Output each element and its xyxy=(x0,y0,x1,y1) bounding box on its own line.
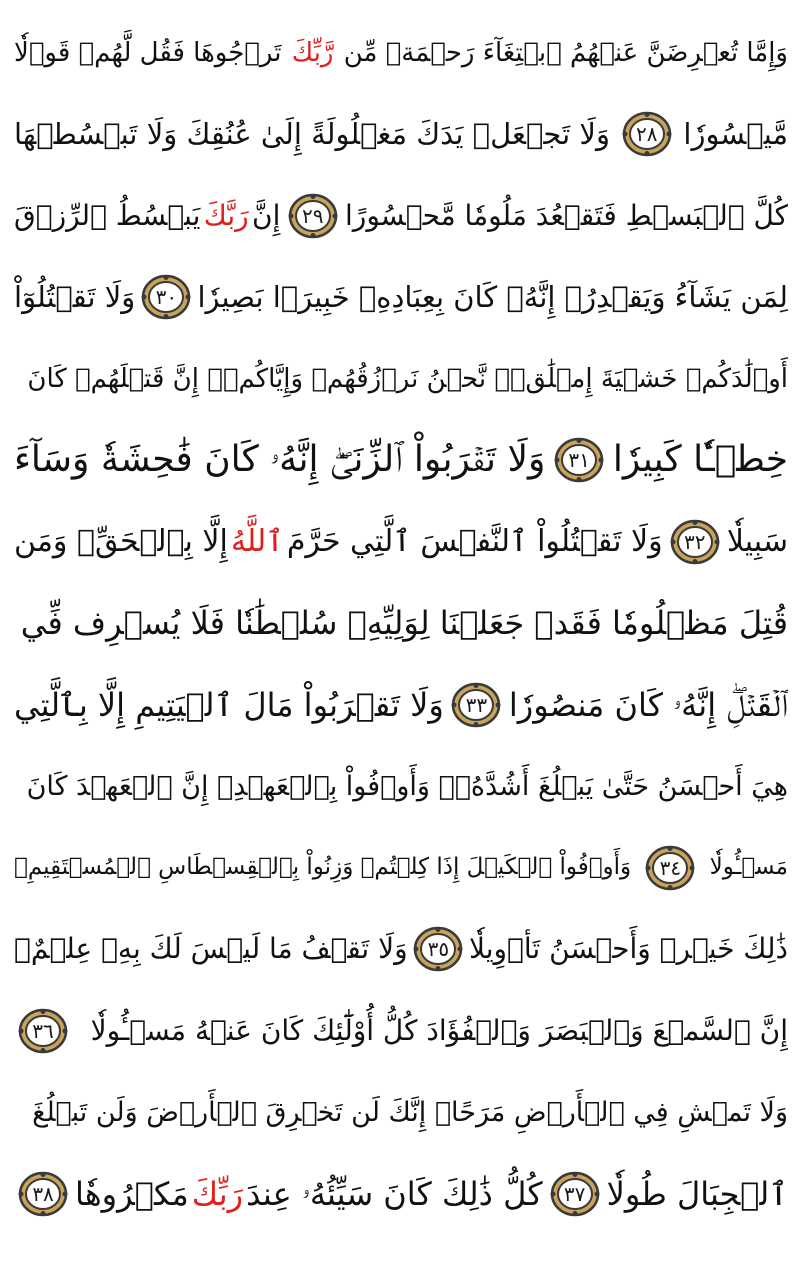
verse-text: مَكۡرُوهٗا xyxy=(75,1174,189,1213)
verse-text: وَأَوۡفُواْ ٱلۡكَيۡلَ إِذَا كِلۡتُمۡ وَزِنُواْ بِٱلۡقِسۡطَاسِ ٱلۡمُسۡتَقِيمِۚ xyxy=(14,854,632,881)
verse-text: ذَٰلِكَ خَيۡرٞ وَأَحۡسَنُ تَأۡوِيلٗا xyxy=(469,932,788,966)
verse-text: وَلَا تَقۡتُلُوٓاْ xyxy=(14,279,136,314)
verse-end-marker-icon xyxy=(18,1171,68,1217)
text-line xyxy=(14,746,788,828)
verse-number: ٣٥ xyxy=(427,937,450,962)
verse-number: ٢٨ xyxy=(635,122,658,147)
verse-end-marker-icon xyxy=(554,437,604,483)
divine-name-text: رَّبِّكَ xyxy=(291,37,334,68)
verse-end-marker-icon xyxy=(288,193,338,239)
verse-number: ٣٤ xyxy=(659,855,682,880)
verse-text: وَلَا تَقۡرَبُواْ مَالَ ٱلۡيَتِيمِ إِلَّا بِٱلَّتِي xyxy=(14,685,444,724)
text-line xyxy=(14,1153,788,1235)
text-line xyxy=(14,94,788,176)
text-line xyxy=(14,420,788,502)
verse-text: إِنَّ ٱلسَّمۡعَ وَٱلۡبَصَرَ وَٱلۡفُؤَادَ كُلُّ أُوْلَٰٓئِكَ كَانَ عَنۡهُ مَسۡـُٔولٗا xyxy=(90,1013,788,1047)
verse-text: وَإِمَّا تُعۡرِضَنَّ عَنۡهُمُ ٱبۡتِغَآءَ رَحۡمَةٖ مِّن xyxy=(343,37,788,68)
verse-end-marker-icon xyxy=(550,1171,600,1217)
verse-number: ٣٠ xyxy=(155,285,178,310)
text-line xyxy=(14,501,788,583)
text-line xyxy=(14,12,788,94)
verse-end-marker-icon xyxy=(141,274,191,320)
text-line xyxy=(14,909,788,991)
verse-number: ٢٩ xyxy=(301,203,324,228)
verse-text: ٱلۡجِبَالَ طُولٗا xyxy=(606,1174,788,1213)
text-line xyxy=(14,1072,788,1154)
verse-text: تَرۡجُوهَا فَقُل لَّهُمۡ قَوۡلٗا xyxy=(14,37,282,68)
verse-text: إِلَّا بِٱلۡحَقِّۗ وَمَن xyxy=(14,523,228,559)
verse-number: ٣٧ xyxy=(563,1181,586,1206)
verse-number: ٣٨ xyxy=(32,1181,54,1206)
verse-text: هِيَ أَحۡسَنُ حَتَّىٰ يَبۡلُغَ أَشُدَّهُۥۚ وَأَوۡفُواْ بِٱلۡعَهۡدِۖ إِنَّ ٱلۡعَهۡدَ كَانَ xyxy=(26,770,788,802)
text-line xyxy=(14,827,788,909)
verse-end-marker-icon xyxy=(18,1008,68,1054)
verse-text: إِنَّ xyxy=(252,198,281,232)
divine-name-text: رَبِّكَ xyxy=(191,1174,244,1213)
verse-number: ٣٢ xyxy=(683,529,706,554)
verse-text: وَلَا تَقۡرَبُواْ ٱلزِّنَىٰٓۖ إِنَّهُۥ كَانَ فَٰحِشَةٗ وَسَآءَ xyxy=(14,439,546,481)
verse-text: مَّيۡسُورٗا xyxy=(683,116,788,151)
text-line xyxy=(14,664,788,746)
verse-text: يَبۡسُطُ ٱلرِّزۡقَ xyxy=(14,198,201,232)
verse-text: وَلَا تَقۡفُ مَا لَيۡسَ لَكَ بِهِۦ عِلۡمٌۚ xyxy=(14,932,408,966)
verse-end-marker-icon xyxy=(670,519,720,565)
text-line xyxy=(14,175,788,257)
text-line xyxy=(14,338,788,420)
text-line xyxy=(14,583,788,665)
verse-text: ٱلۡقَتۡلِۖ إِنَّهُۥ كَانَ مَنصُورٗا xyxy=(508,685,788,724)
verse-text: وَلَا تَقۡتُلُواْ ٱلنَّفۡسَ ٱلَّتِي حَرَّمَ xyxy=(286,523,663,559)
verse-end-marker-icon xyxy=(451,682,501,728)
verse-text: وَلَا تَمۡشِ فِي ٱلۡأَرۡضِ مَرَحًاۖ إِنَّكَ لَن تَخۡرِقَ ٱلۡأَرۡضَ وَلَن تَبۡلُغَ xyxy=(32,1096,788,1128)
verse-end-marker-icon xyxy=(622,111,672,157)
verse-end-marker-icon xyxy=(645,845,695,891)
verse-number: ٣٣ xyxy=(465,692,488,717)
verse-text: وَلَا تَجۡعَلۡ يَدَكَ مَغۡلُولَةً إِلَىٰ عُنُقِكَ وَلَا تَبۡسُطۡهَا xyxy=(14,116,610,151)
verse-text: سَبِيلٗا xyxy=(726,523,788,559)
verse-text: أَوۡلَٰدَكُمۡ خَشۡيَةَ إِمۡلَٰقٖۖ نَّحۡنُ نَرۡزُقُهُمۡ وَإِيَّاكُمۡۚ إِنَّ قَتۡلَهُمۡ كَانَ xyxy=(27,363,788,394)
verse-text: قُتِلَ مَظۡلُومٗا فَقَدۡ جَعَلۡنَا لِوَلِيِّهِۦ سُلۡطَٰنٗا فَلَا يُسۡرِف فِّي xyxy=(20,604,788,643)
divine-name-text: ٱللَّهُ xyxy=(230,523,284,559)
verse-end-marker-icon xyxy=(413,926,463,972)
text-line xyxy=(14,257,788,339)
verse-text: مَسۡـُٔولٗا xyxy=(709,854,788,881)
divine-name-text: رَبَّكَ xyxy=(203,198,249,232)
verse-text: خِطۡـٔٗا كَبِيرٗا xyxy=(612,439,788,481)
text-line xyxy=(14,990,788,1072)
verse-text: كُلَّ ٱلۡبَسۡطِ فَتَقۡعُدَ مَلُومٗا مَّحۡسُورًا xyxy=(345,198,788,232)
verse-text: كُلُّ ذَٰلِكَ كَانَ سَيِّئُهُۥ عِندَ xyxy=(246,1174,543,1213)
verse-number: ٣٦ xyxy=(32,1018,54,1043)
verse-number: ٣١ xyxy=(568,448,590,473)
verse-text: لِمَن يَشَآءُ وَيَقۡدِرُۚ إِنَّهُۥ كَانَ بِعِبَادِهِۦ خَبِيرَۢا بَصِيرٗا xyxy=(197,279,788,314)
